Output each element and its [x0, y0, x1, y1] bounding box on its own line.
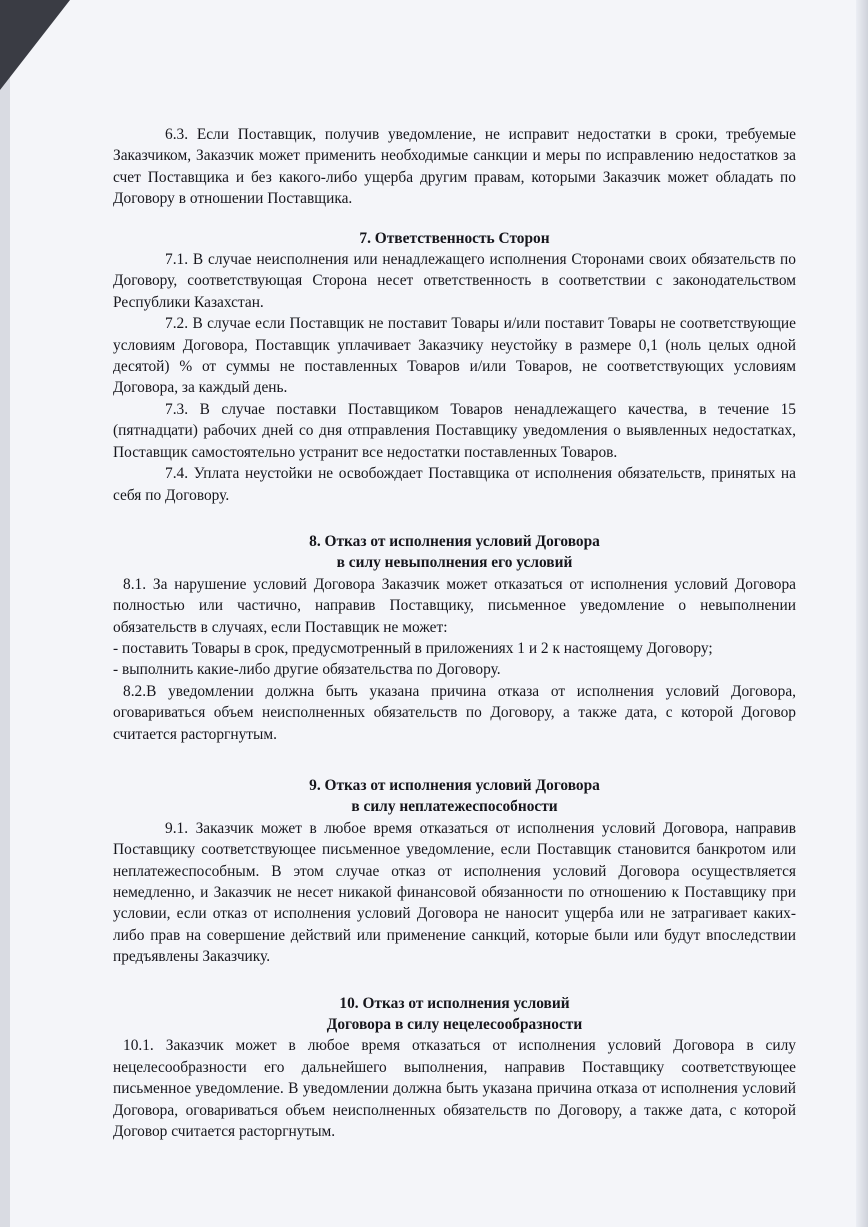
section-8-subtitle: в силу невыполнения его условий	[336, 554, 573, 572]
section-10-subtitle: Договора в силу нецелесообразности	[326, 1016, 583, 1034]
section-9-title: 9. Отказ от исполнения условий Договора	[309, 776, 600, 794]
section-7-title: 7. Ответственность Сторон	[359, 229, 550, 247]
clause-9-1: 9.1. Заказчик может в любое время отказаться от исполнения условий Договора, направив Поставщику соответствующее письменное уведомление, если Поставщик становится банкротом или неплатежеспособным. В этом случае отказ от исполнения условий Договора осуществляется немедленно, и Заказчик не несет никакой финансовой обязанности по отношению к Поставщику при условии, если отказ от исполнения условий Договора не наносит ущерба или не затрагивает каких-либо прав на совершение действий или применение санкций, которые были или будут впоследствии предъявлены Заказчику.	[113, 819, 796, 966]
clause-6-3: 6.3. Если Поставщик, получив уведомление, не исправит недостатки в сроки, требуемые Заказчиком, Заказчик может применить необходимые санкции и меры по исправлению недостатков за счет Поставщика и без какого-либо ущерба другим правам, которыми Заказчик может обладать по Договору в отношении Поставщика.	[113, 126, 796, 208]
clause-10-1: 10.1. Заказчик может в любое время отказаться от исполнения условий Договора в силу нецелесообразности его дальнейшего выполнения, направив Поставщику соответствующее письменное уведомление. В уведомлении должна быть указана причина отказа от исполнения условий Договора, оговариваться объем неисполненных обязательств по Договору, а также дата, с которой Договор считается расторгнутым.	[113, 1037, 796, 1141]
clause-7-4: 7.4. Уплата неустойки не освобождает Поставщика от исполнения обязательств, принятых на себя по Договору.	[113, 465, 796, 504]
section-9-subtitle: в силу неплатежеспособности	[351, 798, 558, 816]
clause-8-2: 8.2.В уведомлении должна быть указана причина отказа от исполнения условий Договора, оговариваться объем неисполненных обязательств по Договору, а также дата, с которой Договор считается расторгнутым.	[113, 682, 796, 743]
scan-right-edge	[856, 0, 868, 1227]
clause-7-1: 7.1. В случае неисполнения или ненадлежащего исполнения Сторонами своих обязательств по Договору, соответствующая Сторона несет ответственность в соответствии с законодательством Республики Казахстан.	[113, 251, 796, 311]
clause-7-3: 7.3. В случае поставки Поставщиком Товаров ненадлежащего качества, в течение 15 (пятнадцати) рабочих дней со дня отправления Поставщику уведомления о выявленных недостатках, Поставщик самостоятельно устранит все недостатки поставленных Товаров.	[113, 400, 796, 461]
clause-7-2: 7.2. В случае если Поставщик не поставит Товары и/или поставит Товары не соответствующие условиям Договора, Поставщик уплачивает Заказчику неустойку в размере 0,1 (ноль целых одной десятой) % от суммы не поставленных Товаров и/или Товаров, не соответствующих условиям Договора, за каждый день.	[113, 315, 796, 397]
clause-8-1: 8.1. За нарушение условий Договора Заказчик может отказаться от исполнения условий Договора полностью или частично, направив Поставщику, письменное уведомление о невыполнении обязательств в случаях, если Поставщик не может:	[113, 575, 796, 636]
clause-8-1-item-2: - выполнить какие-либо другие обязательства по Договору.	[113, 661, 501, 679]
scan-corner-shadow	[0, 0, 70, 90]
clause-8-1-item-1: - поставить Товары в срок, предусмотренный в приложениях 1 и 2 к настоящему Договору;	[113, 639, 713, 657]
scan-left-edge	[0, 0, 10, 1227]
section-8-title: 8. Отказ от исполнения условий Договора	[309, 532, 600, 550]
document-body	[113, 124, 796, 1142]
section-10-title: 10. Отказ от исполнения условий	[339, 994, 570, 1012]
